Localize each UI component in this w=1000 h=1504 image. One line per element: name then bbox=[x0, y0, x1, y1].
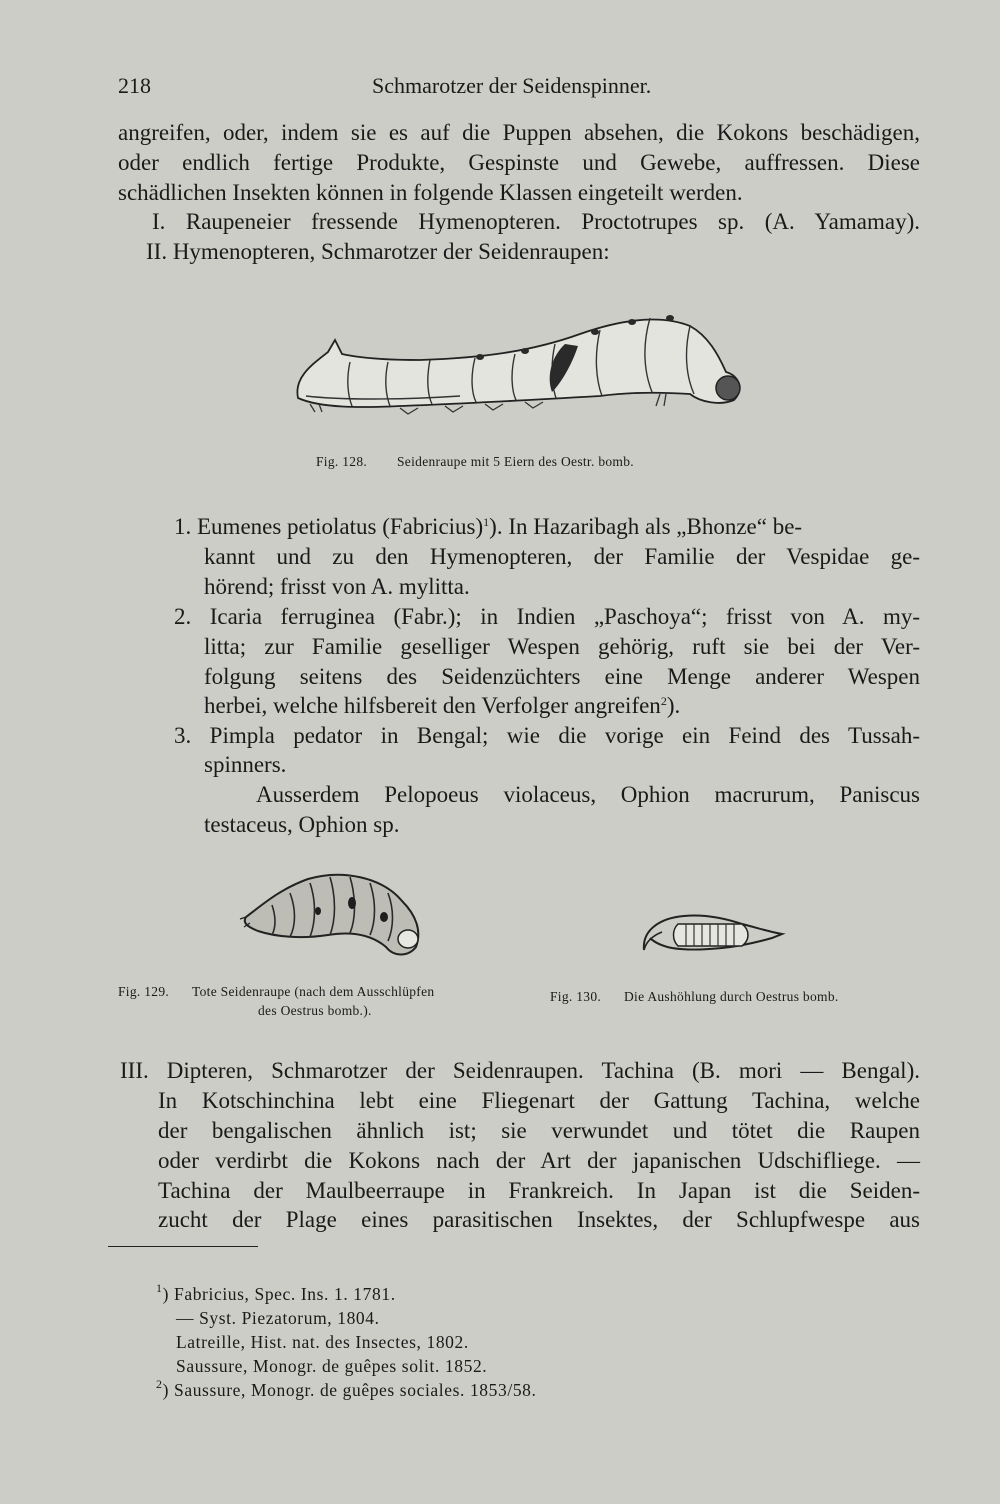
list-line: litta; zur Familie geselliger Wespen gehörig, ruft sie bei der Ver- bbox=[204, 634, 920, 659]
list-line: folgung seitens des Seidenzüchters eine Menge anderer Wespen bbox=[204, 664, 920, 689]
figure-130-hollowed-cocoon-drawing bbox=[632, 902, 792, 972]
list-item-3: 3. Pimpla pedator in Bengal; wie die vorige ein Feind des Tussah- bbox=[174, 723, 920, 748]
class-heading: III. Dipteren, Schmarotzer der Seidenraupen. Tachina (B. mori — Bengal). bbox=[120, 1058, 920, 1083]
list-item-1: 1. Eumenes petiolatus (Fabricius)$^1$). In Hazaribagh als „Bhonze“ be- bbox=[174, 514, 803, 539]
figure-129-caption: des Oestrus bomb.). bbox=[258, 1003, 372, 1018]
paragraph-line: Ausserdem Pelopoeus violaceus, Ophion macrurum, Paniscus bbox=[256, 782, 920, 807]
footnote: Latreille, Hist. nat. des Insectes, 1802. bbox=[176, 1332, 469, 1352]
list-line: kannt und zu den Hymenopteren, der Familie der Vespidae ge- bbox=[204, 544, 920, 569]
paragraph-line: testaceus, Ophion sp. bbox=[204, 812, 400, 837]
figure-129-label: Fig. 129. bbox=[118, 984, 170, 999]
running-title: Schmarotzer der Seidenspinner. bbox=[372, 73, 652, 98]
intro-line: schädlichen Insekten können in folgende Klassen eingeteilt werden. bbox=[118, 180, 743, 205]
section-line: oder verdirbt die Kokons nach der Art der japanischen Udschifliege. — bbox=[158, 1148, 920, 1173]
figure-128-caption: Seidenraupe mit 5 Eiern des Oestr. bomb. bbox=[397, 454, 634, 469]
page-number: 218 bbox=[118, 73, 151, 98]
figure-128-label: Fig. 128. bbox=[316, 454, 368, 469]
figure-129-caption: Tote Seidenraupe (nach dem Ausschlüpfen bbox=[192, 984, 435, 999]
footnote: — Syst. Piezatorum, 1804. bbox=[176, 1308, 380, 1328]
figure-129-dead-silkworm-drawing bbox=[232, 865, 432, 965]
intro-line: oder endlich fertige Produkte, Gespinste und Gewebe, auffressen. Diese bbox=[118, 150, 920, 175]
section-line: In Kotschinchina lebt eine Fliegenart der Gattung Tachina, welche bbox=[158, 1088, 920, 1113]
figure-130-label: Fig. 130. bbox=[550, 989, 602, 1004]
figure-128-silkworm-drawing bbox=[280, 300, 750, 430]
footnote-divider bbox=[108, 1246, 258, 1247]
list-item-2: 2. Icaria ferruginea (Fabr.); in Indien „Paschoya“; frisst von A. my- bbox=[174, 604, 920, 629]
list-line: spinners. bbox=[204, 752, 287, 777]
list-line: herbei, welche hilfsbereit den Verfolger angreifen$^2$). bbox=[204, 693, 681, 718]
section-line: zucht der Plage eines parasitischen Insektes, der Schlupfwespe aus bbox=[158, 1207, 920, 1232]
section-line: Tachina der Maulbeerraupe in Frankreich. In Japan ist die Seiden- bbox=[158, 1178, 920, 1203]
footnote: Saussure, Monogr. de guêpes solit. 1852. bbox=[176, 1356, 488, 1376]
footnote: $^2$) Saussure, Monogr. de guêpes sociales. 1853/58. bbox=[156, 1377, 537, 1400]
intro-line: angreifen, oder, indem sie es auf die Puppen absehen, die Kokons beschädigen, bbox=[118, 120, 920, 145]
figure-130-caption: Die Aushöhlung durch Oestrus bomb. bbox=[624, 989, 839, 1004]
class-heading: I. Raupeneier fressende Hymenopteren. Proctotrupes sp. (A. Yamamay). bbox=[152, 209, 920, 234]
class-heading: II. Hymenopteren, Schmarotzer der Seidenraupen: bbox=[146, 239, 610, 264]
list-line: hörend; frisst von A. mylitta. bbox=[204, 574, 470, 599]
footnote: $^1$) Fabricius, Spec. Ins. 1. 1781. bbox=[156, 1281, 396, 1304]
section-line: der bengalischen ähnlich ist; sie verwundet und tötet die Raupen bbox=[158, 1118, 920, 1143]
